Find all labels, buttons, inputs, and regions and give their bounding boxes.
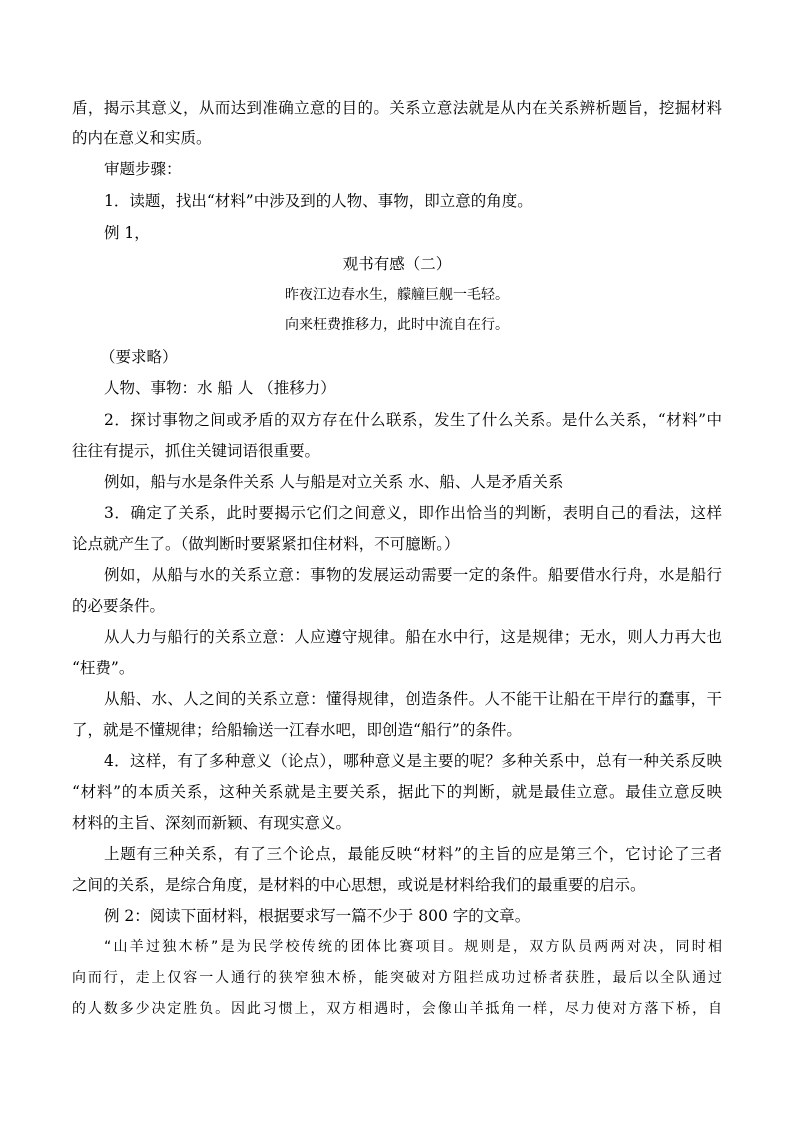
text-line: “枉费”。 (72, 659, 135, 677)
text-line: 1．读题，找出“材料”中涉及到的人物、事物，即立意的角度。 (104, 192, 533, 210)
text-line: 论点就产生了。（做判断时要紧紧扣住材料，不可臆断。） (72, 535, 460, 553)
text-line: 上题有三种关系，有了三个论点，最能反映“材料”的主旨的应是第三个，它讨论了三者 (104, 845, 722, 863)
text-line: 人物、事物：水 船 人 （推移力） (104, 379, 336, 397)
text-line: 3．确定了关系，此时要揭示它们之间意义，即作出恰当的判断，表明自己的看法，这样 (104, 504, 722, 522)
text-line: 2．探讨事物之间或矛盾的双方存在什么联系，发生了什么关系。是什么关系，“材料”中 (104, 411, 722, 429)
text-line: 材料的主旨、深刻而新颖、有现实意义。 (72, 814, 352, 832)
text-line: 的必要条件。 (72, 597, 166, 615)
text-line: “山羊过独木桥”是为民学校传统的团体比赛项目。规则是，双方队员两两对决，同时相 (104, 939, 722, 955)
text-line: 例如，船与水是条件关系 人与船是对立关系 水、船、人是矛盾关系 (104, 473, 564, 491)
text-line: 例如，从船与水的关系立意：事物的发展运动需要一定的条件。船要借水行舟，水是船行 (104, 566, 722, 584)
text-line: 从船、水、人之间的关系立意：懂得规律，创造条件。人不能干让船在干岸行的蠢事，干 (104, 690, 722, 708)
poem-title: 观书有感（二） (342, 255, 452, 273)
text-line: 的内在意义和实质。 (72, 129, 212, 147)
text-line: 例 2：阅读下面材料，根据要求写一篇不少于 800 字的文章。 (104, 907, 531, 925)
text-line: 审题步骤： (104, 160, 182, 178)
poem-line: 向来枉费推移力，此时中流自在行。 (285, 317, 509, 333)
text-line: 往往有提示，抓住关键词语很重要。 (72, 442, 321, 460)
text-line: “材料”的本质关系，这种关系就是主要关系，据此下的判断，就是最佳立意。最佳立意反映 (72, 783, 722, 801)
text-line: （要求略） (100, 348, 178, 366)
poem-line: 昨夜江边春水生，艨艟巨舰一毛轻。 (285, 287, 509, 303)
text-line: 例 1， (104, 224, 150, 242)
text-line: 从人力与船行的关系立意：人应遵守规律。船在水中行，这是规律；无水，则人力再大也 (104, 628, 722, 646)
text-line: 4．这样，有了多种意义（论点），哪种意义是主要的呢？多种关系中，总有一种关系反映 (104, 752, 722, 770)
text-line: 的人数多少决定胜负。因此习惯上，双方相遇时，会像山羊抵角一样，尽力使对方落下桥，自 (72, 1001, 722, 1017)
text-line: 向而行，走上仅容一人通行的狭窄独木桥，能突破对方阻拦成功过桥者获胜，最后以全队通过 (72, 970, 722, 986)
text-line: 盾，揭示其意义，从而达到准确立意的目的。关系立意法就是从内在关系辨析题旨，挖掘材料 (72, 99, 722, 117)
text-line: 了，就是不懂规律；给船输送一江春水吧，即创造“船行”的条件。 (72, 721, 522, 739)
text-line: 之间的关系，是综合角度，是材料的中心思想，或说是材料给我们的最重要的启示。 (72, 876, 646, 894)
